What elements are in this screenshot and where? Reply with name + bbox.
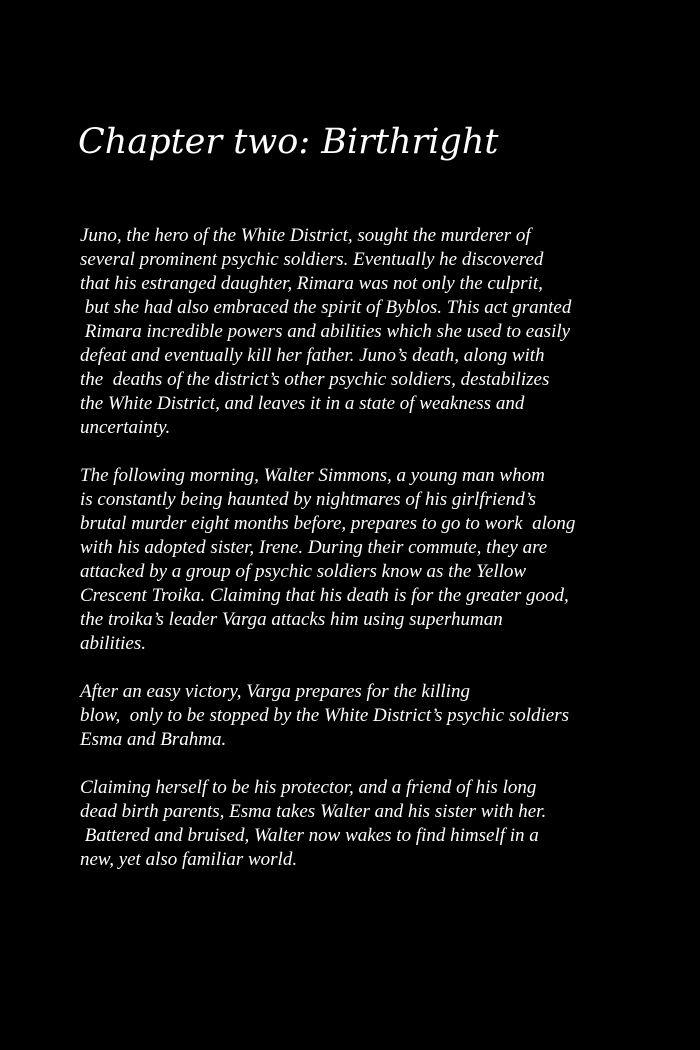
- synopsis-line: several prominent psychic soldiers. Eventually he discovered: [80, 249, 544, 270]
- synopsis-paragraph-esma: [80, 776, 680, 872]
- synopsis-line: but she had also embraced the spirit of Byblos. This act granted: [80, 297, 572, 318]
- synopsis-paragraph-juno: [80, 224, 680, 440]
- synopsis-line: Esma and Brahma.: [80, 729, 227, 750]
- synopsis-line: attacked by a group of psychic soldiers know as the Yellow: [80, 561, 527, 582]
- synopsis-paragraph-varga: [80, 680, 680, 752]
- synopsis-line: uncertainty.: [80, 417, 171, 438]
- synopsis-line: abilities.: [80, 633, 146, 654]
- synopsis-line: Rimara incredible powers and abilities which she used to easily: [80, 321, 571, 342]
- chapter-title: Chapter two: Birthright: [78, 122, 499, 162]
- synopsis-line: the White District, and leaves it in a state of weakness and: [80, 393, 525, 414]
- synopsis-line: brutal murder eight months before, prepares to go to work along: [80, 513, 576, 534]
- synopsis-line: Claiming herself to be his protector, and a friend of his long: [80, 777, 537, 798]
- synopsis-line: Battered and bruised, Walter now wakes to find himself in a: [80, 825, 539, 846]
- synopsis-line: the deaths of the district’s other psychic soldiers, destabilizes: [80, 369, 550, 390]
- synopsis-line: that his estranged daughter, Rimara was not only the culprit,: [80, 273, 543, 294]
- synopsis-line: is constantly being haunted by nightmares of his girlfriend’s: [80, 489, 536, 510]
- synopsis-line: After an easy victory, Varga prepares for the killing: [80, 681, 470, 702]
- chapter-synopsis: [80, 224, 680, 896]
- synopsis-line: defeat and eventually kill her father. Juno’s death, along with: [80, 345, 545, 366]
- synopsis-line: Crescent Troika. Claiming that his death is for the greater good,: [80, 585, 569, 606]
- synopsis-line: dead birth parents, Esma takes Walter and his sister with her.: [80, 801, 547, 822]
- synopsis-line: blow, only to be stopped by the White District’s psychic soldiers: [80, 705, 570, 726]
- synopsis-line: Juno, the hero of the White District, sought the murderer of: [80, 225, 531, 246]
- synopsis-line: the troika’s leader Varga attacks him using superhuman: [80, 609, 503, 630]
- synopsis-paragraph-walter: [80, 464, 680, 656]
- synopsis-line: The following morning, Walter Simmons, a young man whom: [80, 465, 545, 486]
- synopsis-line: new, yet also familiar world.: [80, 849, 298, 870]
- synopsis-line: with his adopted sister, Irene. During their commute, they are: [80, 537, 548, 558]
